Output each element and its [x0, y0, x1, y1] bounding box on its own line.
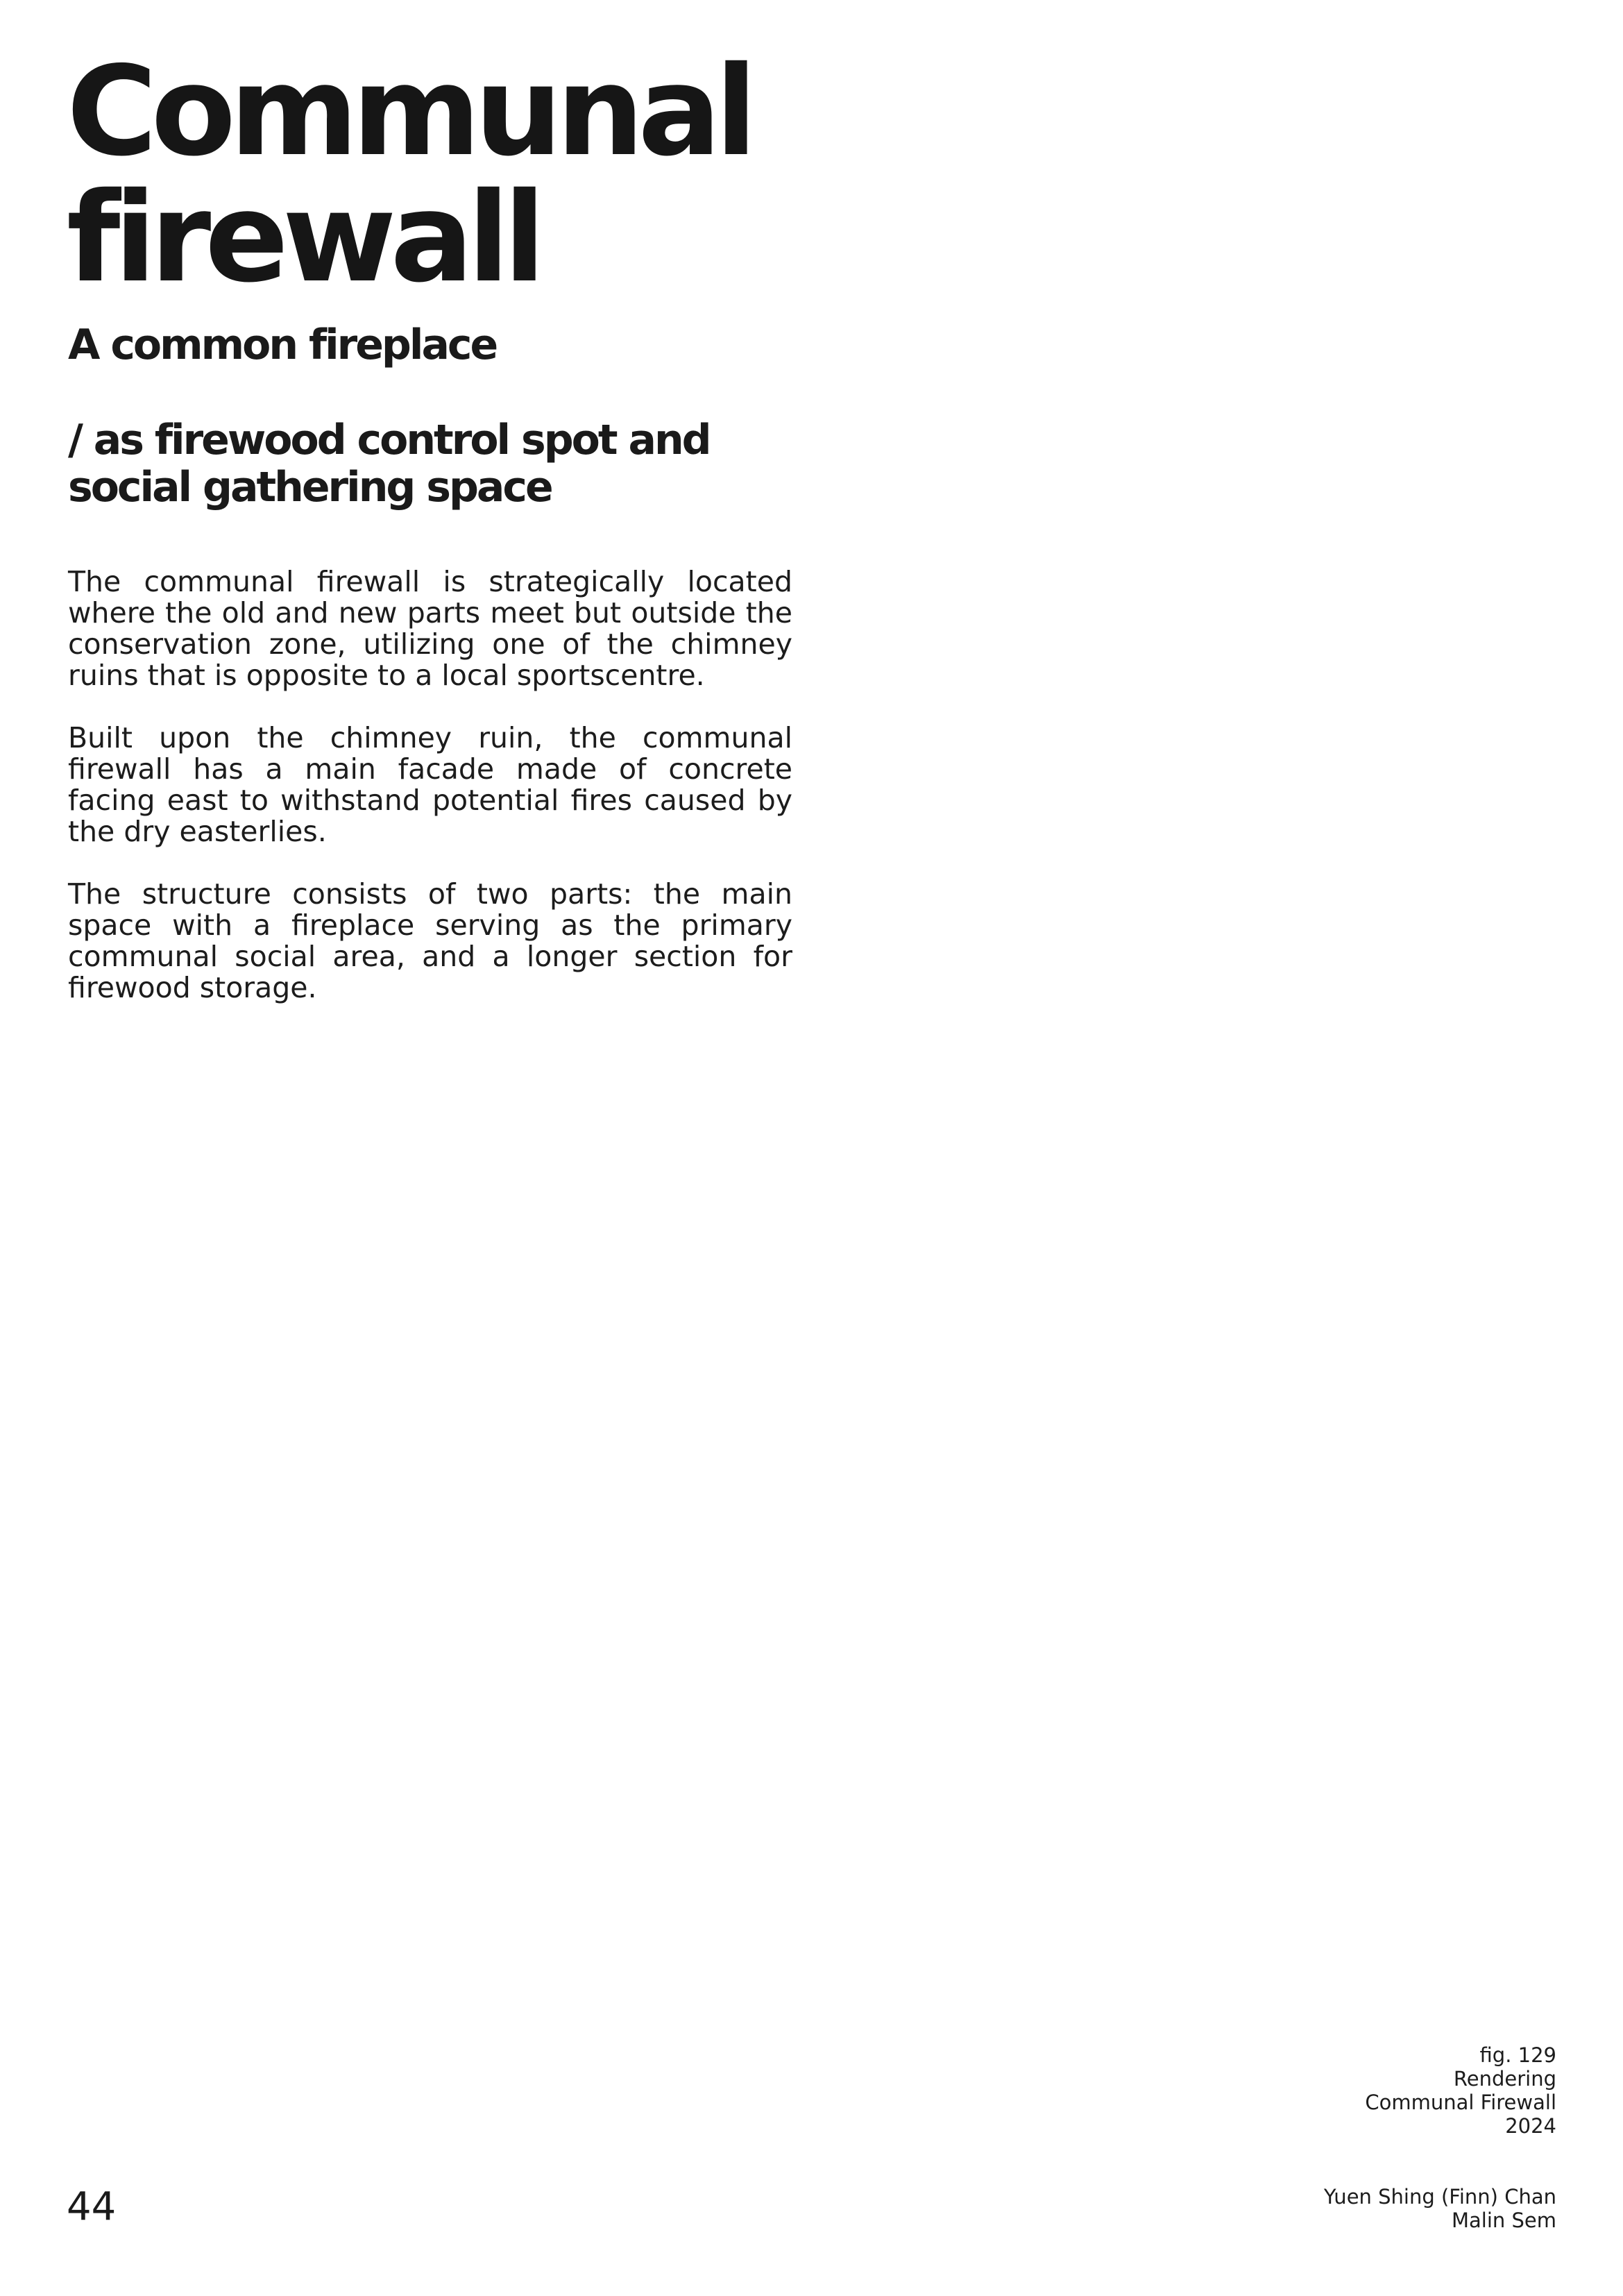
figure-caption [1140, 2043, 1556, 2138]
author-name: Malin Sem [1451, 2209, 1556, 2232]
author-name: Yuen Shing (Finn) Chan [1323, 2185, 1556, 2209]
authors [1140, 2185, 1556, 2232]
tagline: / as firewood control spot and social gathering space [68, 416, 710, 512]
figure-number: fig. 129 [1479, 2043, 1556, 2067]
page-title [67, 40, 830, 310]
figure-name: Communal Firewall [1365, 2091, 1556, 2114]
paragraph: The structure consists of two parts: the main space with a fireplace serving as the primary communal social area, and a longer section for firewood storage. [68, 877, 792, 1004]
title-line-1: Communal [67, 40, 751, 183]
figure-type: Rendering [1453, 2067, 1556, 2091]
paragraph: The communal firewall is strategically located where the old and new parts meet but outside the conservation zone, utilizing one of the chimney ruins that is opposite to a local sportscentre. [68, 565, 792, 692]
body-text [68, 566, 792, 1035]
subtitle: A common fireplace [68, 321, 497, 369]
title-line-2: firewall [67, 166, 540, 310]
paragraph: Built upon the chimney ruin, the communal firewall has a main facade made of concrete facing east to withstand potential fires caused by the dry easterlies. [68, 721, 792, 848]
page-number: 44 [67, 2184, 117, 2229]
figure-year: 2024 [1505, 2114, 1556, 2138]
